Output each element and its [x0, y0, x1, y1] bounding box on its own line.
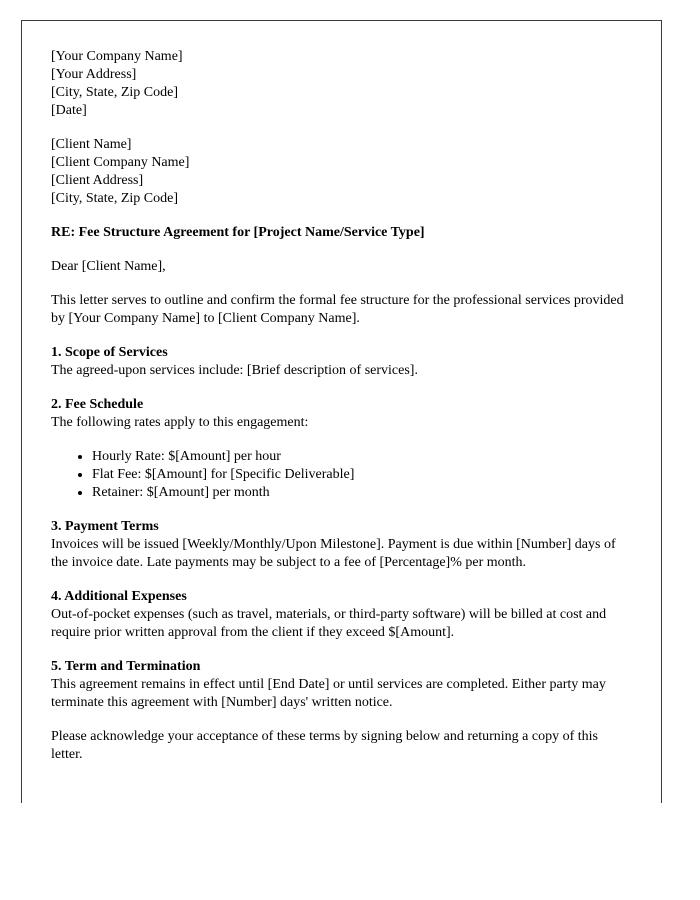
- letter-page: [21, 20, 662, 803]
- fee-list-item-flat-fee: • Flat Fee: $[Amount] for [Specific Deliverable]: [92, 466, 631, 484]
- recipient-address-block: [51, 136, 631, 208]
- section-body: The following rates apply to this engagement:: [51, 415, 309, 430]
- sender-company-name: [Your Company Name]: [51, 49, 183, 64]
- section-heading: 3. Payment Terms: [51, 519, 159, 534]
- fee-list: [51, 448, 631, 502]
- section-body: The agreed-upon services include: [Brief description of services].: [51, 363, 418, 378]
- section-heading: 1. Scope of Services: [51, 345, 168, 360]
- section-fee-schedule: [51, 396, 631, 502]
- section-payment-terms: [51, 518, 631, 572]
- section-body: This agreement remains in effect until [End Date] or until services are completed. Either party may terminate this agreement with [Number] days' written notice.: [51, 677, 606, 710]
- letter-date: [Date]: [51, 103, 87, 118]
- closing-paragraph: Please acknowledge your acceptance of these terms by signing below and returning a copy of this letter.: [51, 729, 598, 762]
- subject-line: RE: Fee Structure Agreement for [Project Name/Service Type]: [51, 225, 425, 240]
- section-scope-of-services: [51, 344, 631, 380]
- salutation: Dear [Client Name],: [51, 259, 166, 274]
- section-additional-expenses: [51, 588, 631, 642]
- sender-city-state-zip: [City, State, Zip Code]: [51, 85, 179, 100]
- sender-address-block: [51, 48, 631, 120]
- intro-paragraph: This letter serves to outline and confirm the formal fee structure for the professional services provided by [Your Company Name] to [Client Company Name].: [51, 293, 624, 326]
- client-address: [Client Address]: [51, 173, 144, 188]
- section-term-and-termination: [51, 658, 631, 712]
- client-company-name: [Client Company Name]: [51, 155, 190, 170]
- fee-list-item-retainer: • Retainer: $[Amount] per month: [92, 484, 631, 502]
- fee-list-item-hourly-rate: • Hourly Rate: $[Amount] per hour: [92, 448, 631, 466]
- section-heading: 2. Fee Schedule: [51, 397, 144, 412]
- section-heading: 5. Term and Termination: [51, 659, 201, 674]
- section-heading: 4. Additional Expenses: [51, 589, 187, 604]
- client-city-state-zip: [City, State, Zip Code]: [51, 191, 179, 206]
- client-name: [Client Name]: [51, 137, 132, 152]
- section-body: Invoices will be issued [Weekly/Monthly/Upon Milestone]. Payment is due within [Number] days of the invoice date. Late payments may be subject to a fee of [Percentage]% per month.: [51, 537, 616, 570]
- section-body: Out-of-pocket expenses (such as travel, materials, or third-party software) will be billed at cost and require prior written approval from the client if they exceed $[Amount].: [51, 607, 607, 640]
- sender-address: [Your Address]: [51, 67, 137, 82]
